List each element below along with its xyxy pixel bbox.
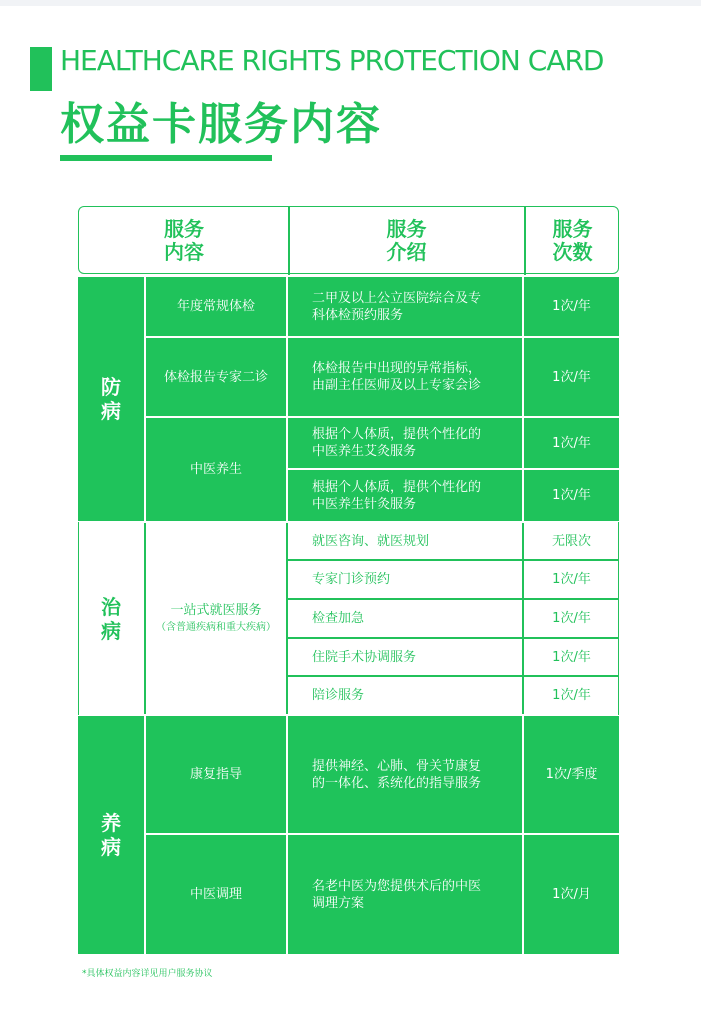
section-divider: [522, 523, 524, 714]
header-content: 服务 内容: [164, 217, 204, 264]
count-cell: 1次/年: [524, 561, 619, 598]
count-cell: 无限次: [524, 523, 619, 559]
section-divider: [286, 523, 288, 714]
count-cell: 1次/年: [524, 470, 619, 521]
chinese-title: 权益卡服务内容: [60, 99, 382, 150]
count-cell: 1次/年: [524, 338, 619, 416]
group-nurture: 养 病: [78, 716, 144, 954]
row-divider: [288, 637, 619, 639]
header-intro: 服务 介绍: [386, 217, 427, 264]
content-cell: 体检报告专家二诊: [146, 338, 286, 416]
content-cell: 康复指导: [146, 716, 286, 833]
intro-cell: 住院手术协调服务: [288, 639, 522, 675]
top-bar: [0, 0, 701, 6]
row-divider: [288, 675, 619, 677]
intro-cell: 根据个人体质，提供个性化的 中医养生针灸服务: [288, 470, 522, 521]
intro-cell: 体检报告中出现的异常指标， 由副主任医师及以上专家会诊: [288, 338, 522, 416]
content-cell: 中医养生: [146, 418, 286, 521]
group-prevent: 防 病: [78, 277, 144, 521]
intro-cell: 陪诊服务: [288, 677, 522, 714]
intro-cell: 根据个人体质，提供个性化的 中医养生艾灸服务: [288, 418, 522, 468]
english-title: HEALTHCARE RIGHTS PROTECTION CARD: [60, 44, 604, 77]
count-cell: 1次/月: [524, 835, 619, 954]
count-cell: 1次/年: [524, 277, 619, 336]
intro-cell: 检查加急: [288, 600, 522, 637]
intro-cell: 二甲及以上公立医院综合及专 科体检预约服务: [288, 277, 522, 336]
content-cell: [146, 523, 286, 714]
content-cell-sublabel: （含普通疾病和重大疾病）: [156, 621, 276, 633]
content-cell: 中医调理: [146, 835, 286, 954]
intro-cell: 专家门诊预约: [288, 561, 522, 598]
footnote: *具体权益内容详见用户服务协议: [82, 969, 213, 979]
count-cell: 1次/年: [524, 418, 619, 468]
title-accent-bar: [30, 47, 52, 91]
row-divider: [288, 559, 619, 561]
title-underline: [60, 155, 272, 161]
section-divider: [144, 523, 146, 714]
table-header: [78, 206, 619, 274]
intro-cell: 就医咨询、就医规划: [288, 523, 522, 559]
count-cell: 1次/年: [524, 677, 619, 714]
intro-cell: 提供神经、心肺、骨关节康复 的一体化、系统化的指导服务: [288, 716, 522, 833]
group-treat: 治 病: [78, 523, 144, 714]
count-cell: 1次/季度: [524, 716, 619, 833]
intro-cell: 名老中医为您提供术后的中医 调理方案: [288, 835, 522, 954]
header-count: 服务 次数: [552, 217, 593, 264]
content-cell-label: 一站式就医服务: [170, 602, 262, 618]
count-cell: 1次/年: [524, 600, 619, 637]
service-table: [78, 206, 619, 954]
count-cell: 1次/年: [524, 639, 619, 675]
row-divider: [288, 598, 619, 600]
content-cell: 年度常规体检: [146, 277, 286, 336]
